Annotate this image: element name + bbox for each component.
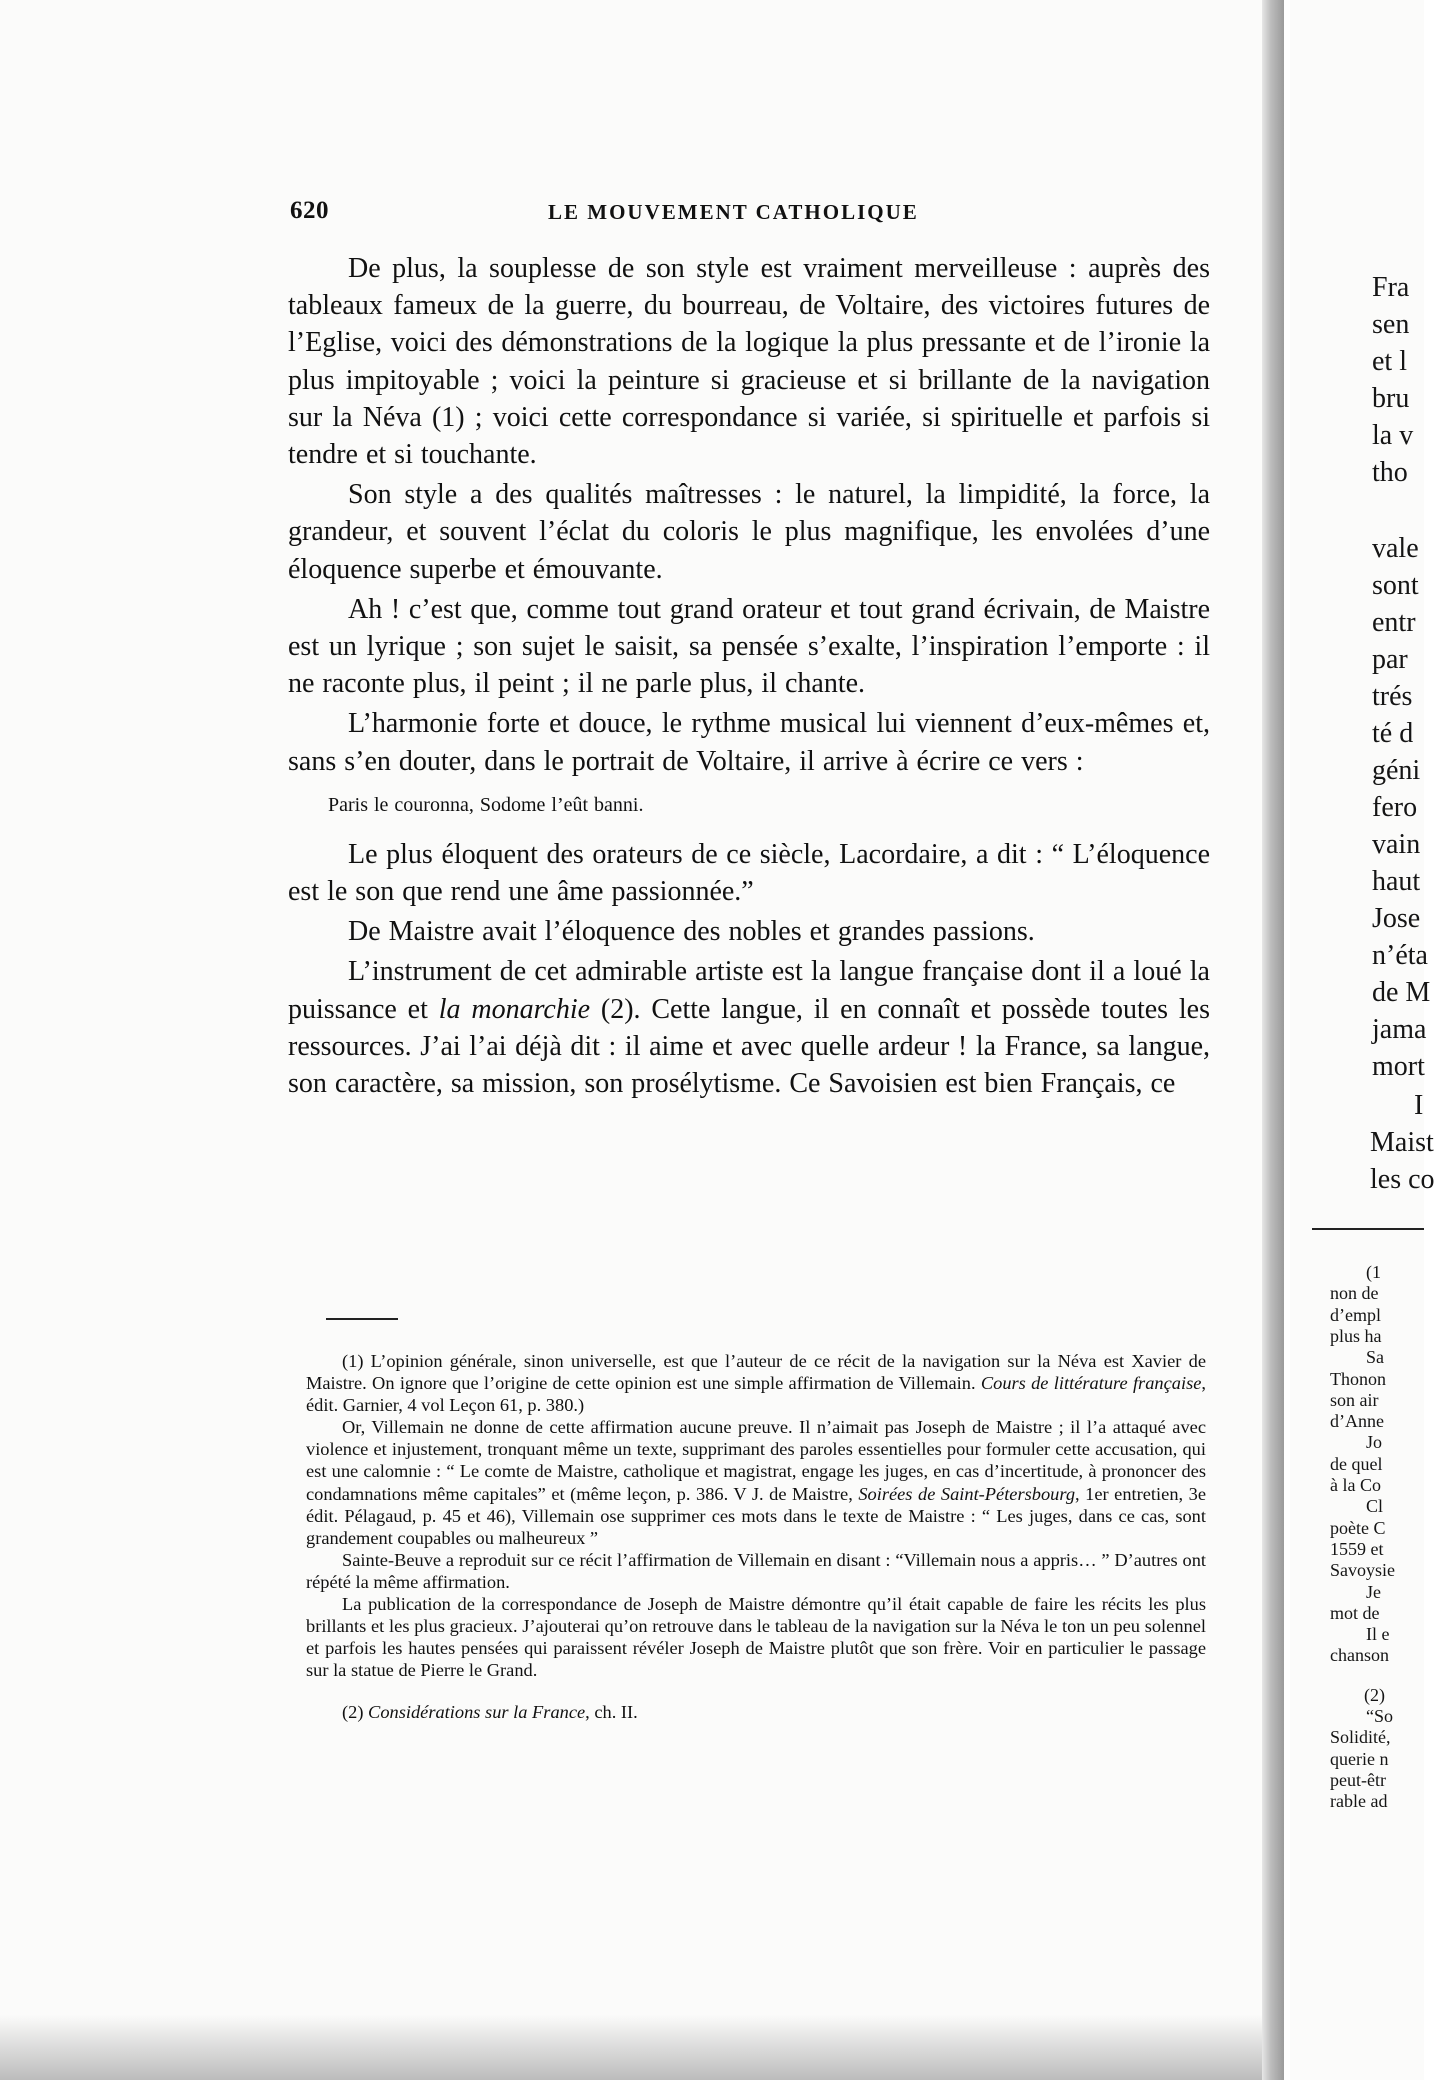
footnote-2 bbox=[306, 1701, 1206, 1723]
right-page-footnote-line: (2) bbox=[1364, 1685, 1385, 1705]
right-page-line: bru bbox=[1372, 383, 1410, 414]
right-page-line: I bbox=[1414, 1090, 1424, 1121]
right-page-line: trés bbox=[1372, 681, 1413, 712]
paragraph-3: Ah ! c’est que, comme tout grand orateur et tout grand écrivain, de Maistre est un lyrique ; son sujet le saisit, sa pensée s’exalte, l’inspiration l’emporte : il ne raconte plus, il peint ; il ne parle plus, il chante. bbox=[288, 593, 1210, 700]
footnote-2-marker: (2) bbox=[342, 1702, 369, 1723]
right-page-line: par bbox=[1372, 644, 1408, 675]
footnote-1-text: (1) L’opinion générale, sinon universelle, est que l’auteur de ce récit de la navigation sur la Néva est Xavier de Maistre. On ignore que l’origine de cette opinion est une simple affirmation de Villemain. bbox=[306, 1351, 1206, 1394]
right-page-footnote-line: querie n bbox=[1330, 1749, 1389, 1769]
body-text bbox=[288, 250, 1210, 1102]
paragraph-4: L’harmonie forte et douce, le rythme musical lui viennent d’eux-mêmes et, sans s’en douter, dans le portrait de Voltaire, il arrive à écrire ce vers : bbox=[288, 708, 1210, 777]
footnote-1-para-3: Sainte-Beuve a reproduit sur ce récit l’affirmation de Villemain en disant : “Villemain nous a appris… ” D’autres ont répété la même affirmation. bbox=[306, 1549, 1206, 1592]
right-page-footnote-line: Sa bbox=[1366, 1347, 1384, 1367]
right-page-line: Fra bbox=[1372, 272, 1410, 303]
footnote-2-citation: Considérations sur la France bbox=[368, 1702, 586, 1723]
right-page-line: entr bbox=[1372, 607, 1416, 638]
right-page-footnote-line: Jo bbox=[1366, 1432, 1383, 1452]
spine-shadow bbox=[1262, 0, 1284, 2080]
right-page-footnote-line: plus ha bbox=[1330, 1326, 1382, 1346]
paragraph-6: De Maistre avait l’éloquence des nobles et grandes passions. bbox=[348, 916, 1035, 948]
right-page-line: tho bbox=[1372, 457, 1408, 488]
right-page-line: fero bbox=[1372, 792, 1418, 823]
right-page-footnote-line: Solidité, bbox=[1330, 1727, 1391, 1747]
quoted-verse: Paris le couronna, Sodome l’eût banni. bbox=[328, 793, 644, 816]
right-page-footnote-line: mot de bbox=[1330, 1603, 1380, 1623]
right-page-footnote-line: Savoysie bbox=[1330, 1560, 1395, 1580]
right-page-footnote-line: rable ad bbox=[1330, 1791, 1388, 1811]
italic-phrase: la monarchie bbox=[438, 993, 591, 1025]
running-head bbox=[290, 197, 1250, 229]
right-page-line: géni bbox=[1372, 755, 1421, 786]
right-page-line: sen bbox=[1372, 309, 1410, 340]
right-page-line: et l bbox=[1372, 346, 1407, 377]
right-page-footnote-line: d’empl bbox=[1330, 1305, 1381, 1325]
right-page-line: haut bbox=[1372, 866, 1421, 897]
footnote-1-para-2 bbox=[306, 1416, 1206, 1549]
right-page-line: vain bbox=[1372, 829, 1421, 860]
footnote-1 bbox=[306, 1350, 1206, 1416]
right-page-footnote-line: Cl bbox=[1366, 1496, 1384, 1516]
footnote-1-citation: Cours de littérature française bbox=[980, 1373, 1202, 1394]
right-page-line: Jose bbox=[1372, 903, 1421, 934]
running-title: LE MOUVEMENT CATHOLIQUE bbox=[548, 200, 919, 224]
right-page-footnote-line: 1559 et bbox=[1330, 1539, 1384, 1559]
right-page-footnote-line: (1 bbox=[1366, 1262, 1381, 1282]
right-page-line: de M bbox=[1372, 977, 1431, 1008]
right-page-line: mort bbox=[1372, 1051, 1425, 1082]
right-page-line: la v bbox=[1372, 420, 1414, 451]
footnote-1-text-end: , édit. Garnier, 4 vol Leçon 61, p. 380.) bbox=[306, 1373, 1206, 1416]
paragraph-7-start: L’instrument de cet admirable artiste est la langue française dont il a loué la puissance et bbox=[288, 956, 1210, 1025]
right-page-footnote-line: “So bbox=[1366, 1706, 1393, 1726]
right-page-footnote-line: non de bbox=[1330, 1283, 1379, 1303]
footnote-2-end: , ch. II. bbox=[585, 1702, 638, 1723]
right-page-footnote-line: peut-êtr bbox=[1330, 1770, 1386, 1790]
right-page-footnote-line: son air bbox=[1330, 1390, 1379, 1410]
right-page-footnote-rule bbox=[1312, 1228, 1424, 1230]
right-page-line: té d bbox=[1372, 718, 1414, 749]
right-page-footnote-line: Thonon bbox=[1330, 1369, 1386, 1389]
paragraph-7-end: (2). Cette langue, il en connaît et possède toutes les ressources. J’ai l’ai déjà dit : il aime et avec quelle ardeur ! la France, sa langue, son caractère, sa mission, son prosélytisme. Ce Savoisien est bien Français, ce bbox=[288, 993, 1210, 1100]
footnote-1-para-4: La publication de la correspondance de Joseph de Maistre démontre qu’il était capable de faire les récits les plus brillants et les plus gracieux. J’ajouterai qu’on retrouve dans le tableau de la navigation sur la Néva le ton un peu solennel et parfois les hautes pensées qui paraissent révéler Joseph de Maistre plutôt que son frère. Voir en particulier le passage sur la statue de Pierre le Grand. bbox=[306, 1594, 1206, 1681]
right-page-footnote-line: Je bbox=[1366, 1582, 1381, 1602]
right-page-footnote-line: à la Co bbox=[1330, 1475, 1381, 1495]
paragraph-1: De plus, la souplesse de son style est vraiment merveilleuse : auprès des tableaux fameux de la guerre, du bourreau, de Voltaire, des victoires futures de l’Eglise, voici des démonstrations de la logique la plus pressante et de l’ironie la plus impitoyable ; voici la peinture si gracieuse et si brillante de la navigation sur la Néva (1) ; voici cette correspondance si variée, si spirituelle et parfois si tendre et si touchante. bbox=[288, 253, 1210, 471]
right-page-line: les co bbox=[1370, 1164, 1435, 1195]
right-page-line: vale bbox=[1372, 533, 1419, 564]
right-page-footnote-line: chanson bbox=[1330, 1645, 1389, 1665]
right-page-line: Maist bbox=[1370, 1127, 1434, 1158]
paragraph-7 bbox=[288, 953, 1210, 1102]
paragraph-5: Le plus éloquent des orateurs de ce siècle, Lacordaire, a dit : “ L’éloquence est le son que rend une âme passionnée.” bbox=[288, 838, 1210, 908]
footnote-1-para-2-end: , 1er entretien, 3e édit. Pélagaud, p. 45 et 46), Villemain ose supprimer ces mots dans le texte de Maistre : “ Les juges, dans ce cas, sont grandement coupables ou malheureux ” bbox=[306, 1483, 1206, 1548]
footnote-1-para-2-text: Or, Villemain ne donne de cette affirmation aucune preuve. Il n’aimait pas Joseph de Maistre ; il l’a attaqué avec violence et injustement, tronquant même un texte, supprimant des paroles essentielles pour formuler cette accusation, qui est une calomnie : “ Le comte de Maistre, catholique et magistrat, engage les juges, en cas d’incertitude, à prononcer des condamnations même capitales” et (même leçon, p. 386. V J. de Maistre, bbox=[306, 1417, 1206, 1504]
right-page-footnote-line: d’Anne bbox=[1330, 1411, 1384, 1431]
right-page-line: n’éta bbox=[1372, 940, 1428, 971]
footnote-rule bbox=[326, 1318, 398, 1320]
page-edge-shadow bbox=[0, 2015, 1262, 2080]
right-page-line: sont bbox=[1372, 570, 1419, 601]
right-page-line: jama bbox=[1372, 1014, 1427, 1045]
paragraph-2: Son style a des qualités maîtresses : le naturel, la limpidité, la force, la grandeur, et souvent l’éclat du coloris le plus magnifique, les envolées d’une éloquence superbe et émouvante. bbox=[288, 479, 1210, 585]
right-page-footnote-line: de quel bbox=[1330, 1454, 1383, 1474]
page-number: 620 bbox=[290, 197, 329, 224]
footnote-1-para-2-citation: Soirées de Saint-Pétersbourg bbox=[858, 1483, 1076, 1504]
right-page-footnote-line: Il e bbox=[1366, 1624, 1390, 1644]
footnotes bbox=[306, 1350, 1206, 1724]
right-page-footnote-line: poète C bbox=[1330, 1518, 1386, 1538]
